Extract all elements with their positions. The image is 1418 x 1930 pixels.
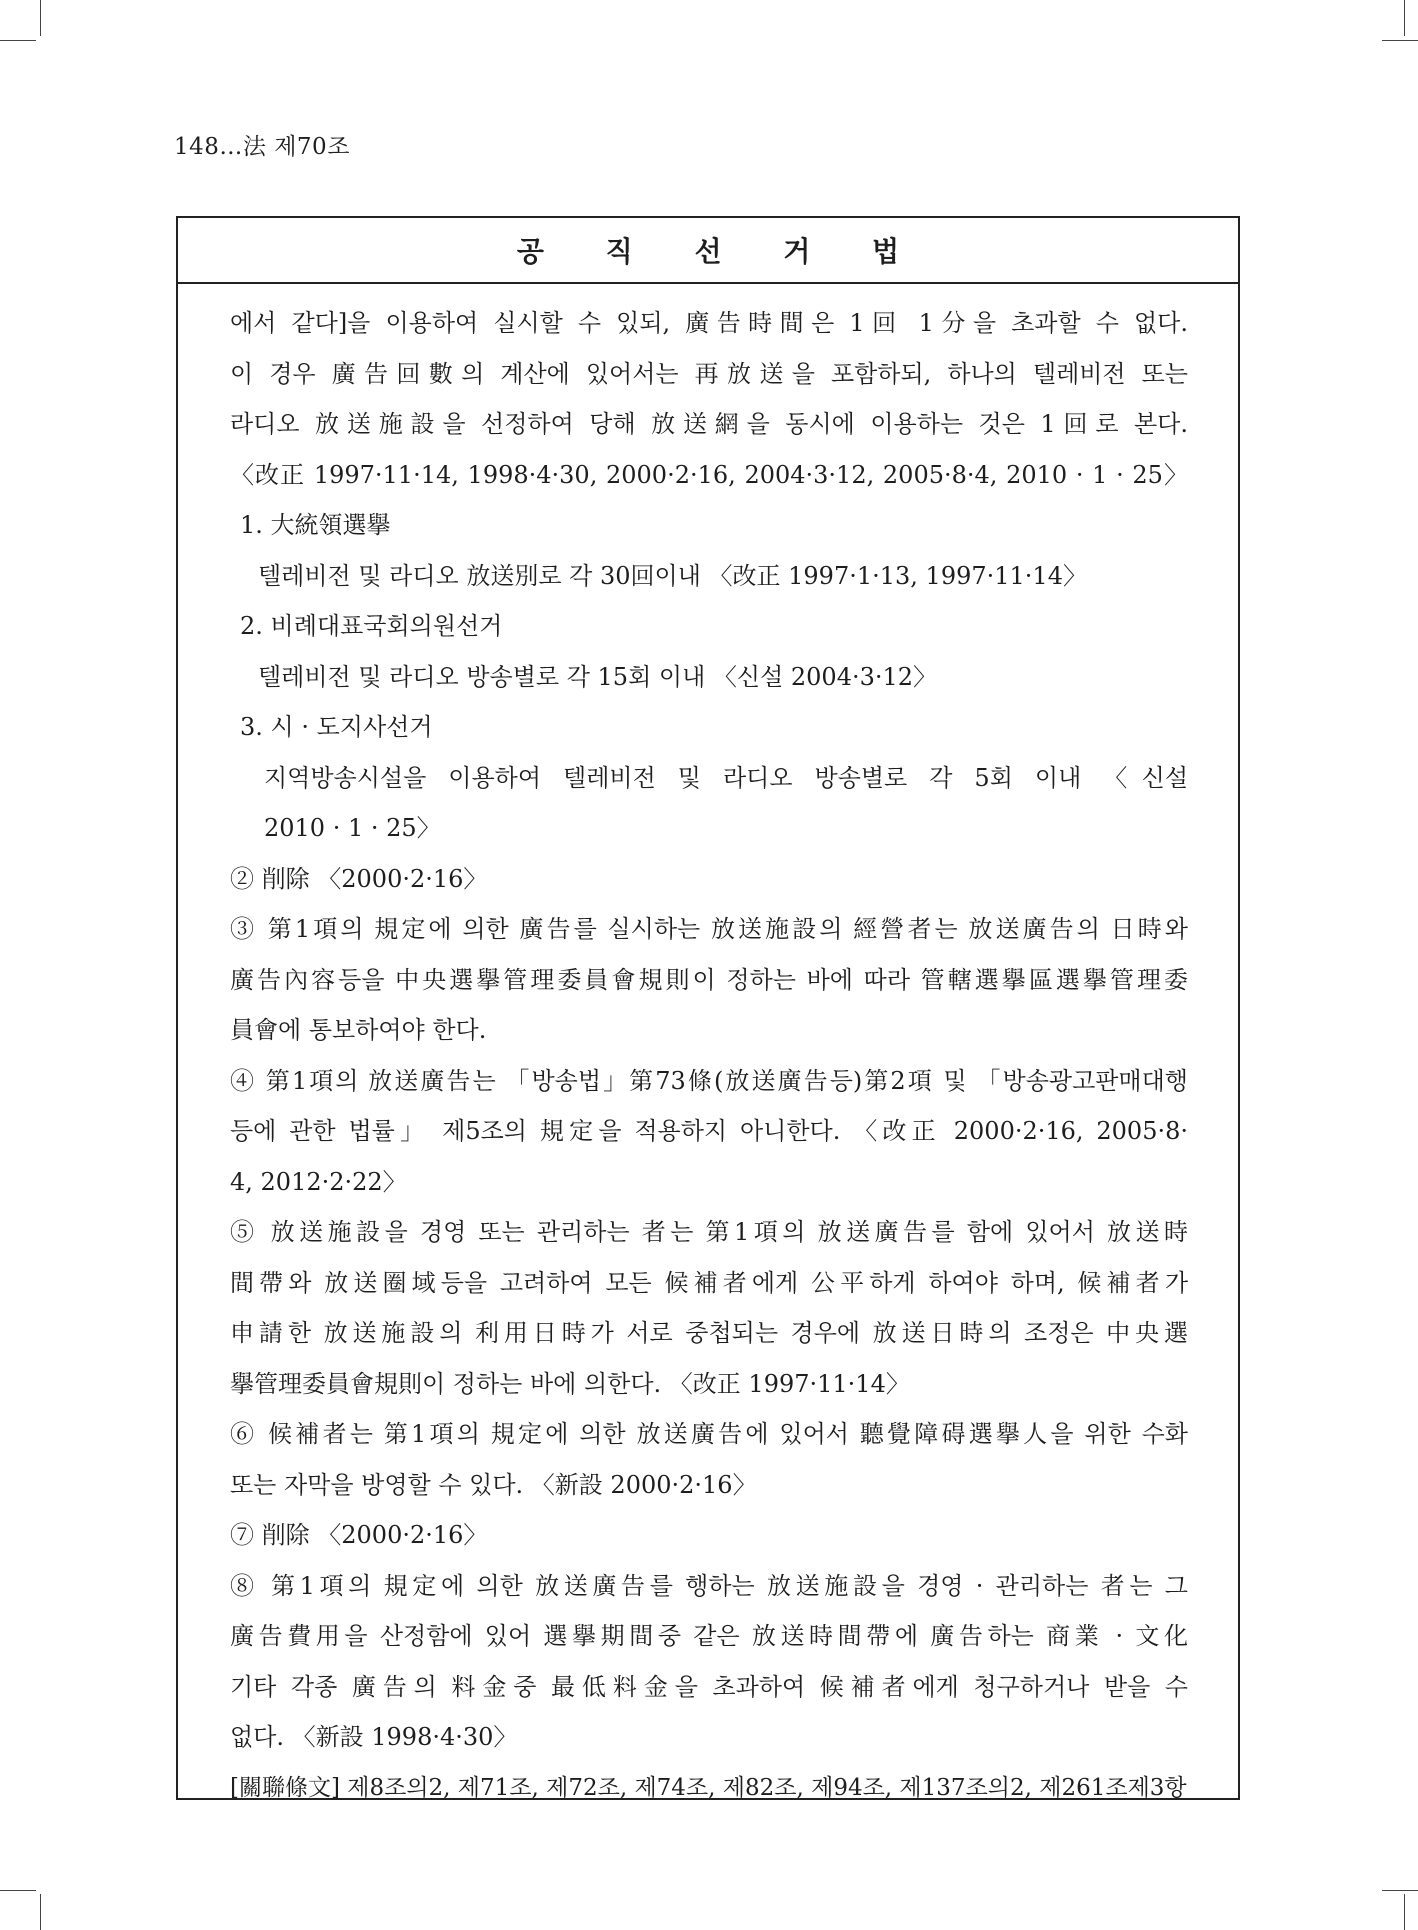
box-title: 공 직 선 거 법 bbox=[178, 218, 1238, 284]
crop-mark-top-left-h bbox=[0, 40, 36, 41]
crop-mark-top-right-h bbox=[1382, 40, 1418, 41]
paragraph-line: 申請한 放送施設의 利用日時가 서로 중첩되는 경우에 放送日時의 조정은 中央選 bbox=[230, 1319, 1188, 1347]
paragraph-line: 廣告內容등을 中央選擧管理委員會規則이 정하는 바에 따라 管轄選擧區選擧管理委 bbox=[230, 965, 1188, 994]
list-item-text: 텔레비전 및 라디오 放送別로 각 30回이내 〈改正 1997·1·13, 1997·11·14〉 bbox=[258, 561, 1087, 590]
text-line: 라디오 放送施設을 선정하여 당해 放送網을 동시에 이용하는 것은 1回로 본다. bbox=[230, 410, 1188, 438]
paragraph-line: 또는 자막을 방영할 수 있다. 〈新設 2000·2·16〉 bbox=[230, 1470, 757, 1499]
crop-mark-bottom-left-h bbox=[0, 1890, 36, 1891]
crop-mark-top-right bbox=[1404, 0, 1405, 36]
statute-body bbox=[178, 284, 1238, 1813]
text-line: 〈改正 1997·11·14, 1998·4·30, 2000·2·16, 2004·3·12, 2005·8·4, 2010 · 1 · 25〉 bbox=[230, 460, 1188, 489]
list-item-text: 지역방송시설을 이용하여 텔레비전 및 라디오 방송별로 각 5회 이내 〈신설 bbox=[264, 763, 1188, 792]
paragraph-line: 間帶와 放送圈域등을 고려하여 모든 候補者에게 公平하게 하여야 하며, 候補者가 bbox=[230, 1268, 1188, 1297]
paragraph-line: ② 削除 〈2000·2·16〉 bbox=[230, 864, 488, 893]
paragraph-line: ⑤ 放送施設을 경영 또는 관리하는 者는 第1項의 放送廣告를 함에 있어서 放送時 bbox=[230, 1218, 1188, 1246]
paragraph-line: 등에 관한 법률」 제5조의 規定을 적용하지 아니한다. 〈改正 2000·2·16, 2005·8· bbox=[230, 1117, 1188, 1145]
paragraph-line: ⑦ 削除 〈2000·2·16〉 bbox=[230, 1521, 488, 1549]
paragraph-line: 擧管理委員會規則이 정하는 바에 의한다. 〈改正 1997·11·14〉 bbox=[230, 1369, 910, 1398]
paragraph-line: 廣告費用을 산정함에 있어 選擧期間중 같은 放送時間帶에 廣告하는 商業 · 文化 bbox=[230, 1622, 1188, 1650]
paragraph-line: 없다. 〈新設 1998·4·30〉 bbox=[230, 1723, 518, 1751]
paragraph-line: ④ 第1項의 放送廣告는 「방송법」第73條(放送廣告등)第2項 및 「방송광고판매대행 bbox=[230, 1066, 1188, 1095]
crop-mark-bottom-right-h bbox=[1382, 1890, 1418, 1891]
paragraph-line: 4, 2012·2·22〉 bbox=[230, 1167, 407, 1196]
running-header: 148…法 제70조 bbox=[174, 134, 350, 160]
text-line: 에서 같다]을 이용하여 실시할 수 있되, 廣告時間은 1回 1分을 초과할 수 없다. bbox=[230, 309, 1188, 337]
crop-mark-top-left bbox=[40, 0, 41, 36]
text-line: 이 경우 廣告回數의 계산에 있어서는 再放送을 포함하되, 하나의 텔레비전 또는 bbox=[230, 359, 1188, 388]
paragraph-line: 기타 각종 廣告의 料金중 最低料金을 초과하여 候補者에게 청구하거나 받을 수 bbox=[230, 1672, 1188, 1701]
paragraph-line: ⑥ 候補者는 第1項의 規定에 의한 放送廣告에 있어서 聽覺障碍選擧人을 위한 수화 bbox=[230, 1420, 1188, 1448]
list-item-heading: 1. 大統領選擧 bbox=[240, 511, 391, 539]
list-item-text: 텔레비전 및 라디오 방송별로 각 15회 이내 〈신설 2004·3·12〉 bbox=[258, 662, 938, 691]
list-item-heading: 2. 비례대표국회의원선거 bbox=[240, 612, 503, 640]
related-articles: [關聯條文] 제8조의2, 제71조, 제72조, 제74조, 제82조, 제94조, 제137조의2, 제261조제3항 bbox=[230, 1774, 1187, 1801]
crop-mark-bottom-left bbox=[40, 1894, 41, 1930]
crop-mark-bottom-right bbox=[1404, 1894, 1405, 1930]
paragraph-line: ⑧ 第1項의 規定에 의한 放送廣告를 행하는 放送施設을 경영 · 관리하는 者는 그 bbox=[230, 1571, 1188, 1600]
statute-box bbox=[176, 216, 1240, 1800]
list-item-heading: 3. 시 · 도지사선거 bbox=[240, 713, 433, 741]
paragraph-line: 員會에 통보하여야 한다. bbox=[230, 1016, 487, 1044]
list-item-text: 2010 · 1 · 25〉 bbox=[264, 814, 441, 842]
paragraph-line: ③ 第1項의 規定에 의한 廣告를 실시하는 放送施設의 經營者는 放送廣告의 日時와 bbox=[230, 915, 1188, 943]
